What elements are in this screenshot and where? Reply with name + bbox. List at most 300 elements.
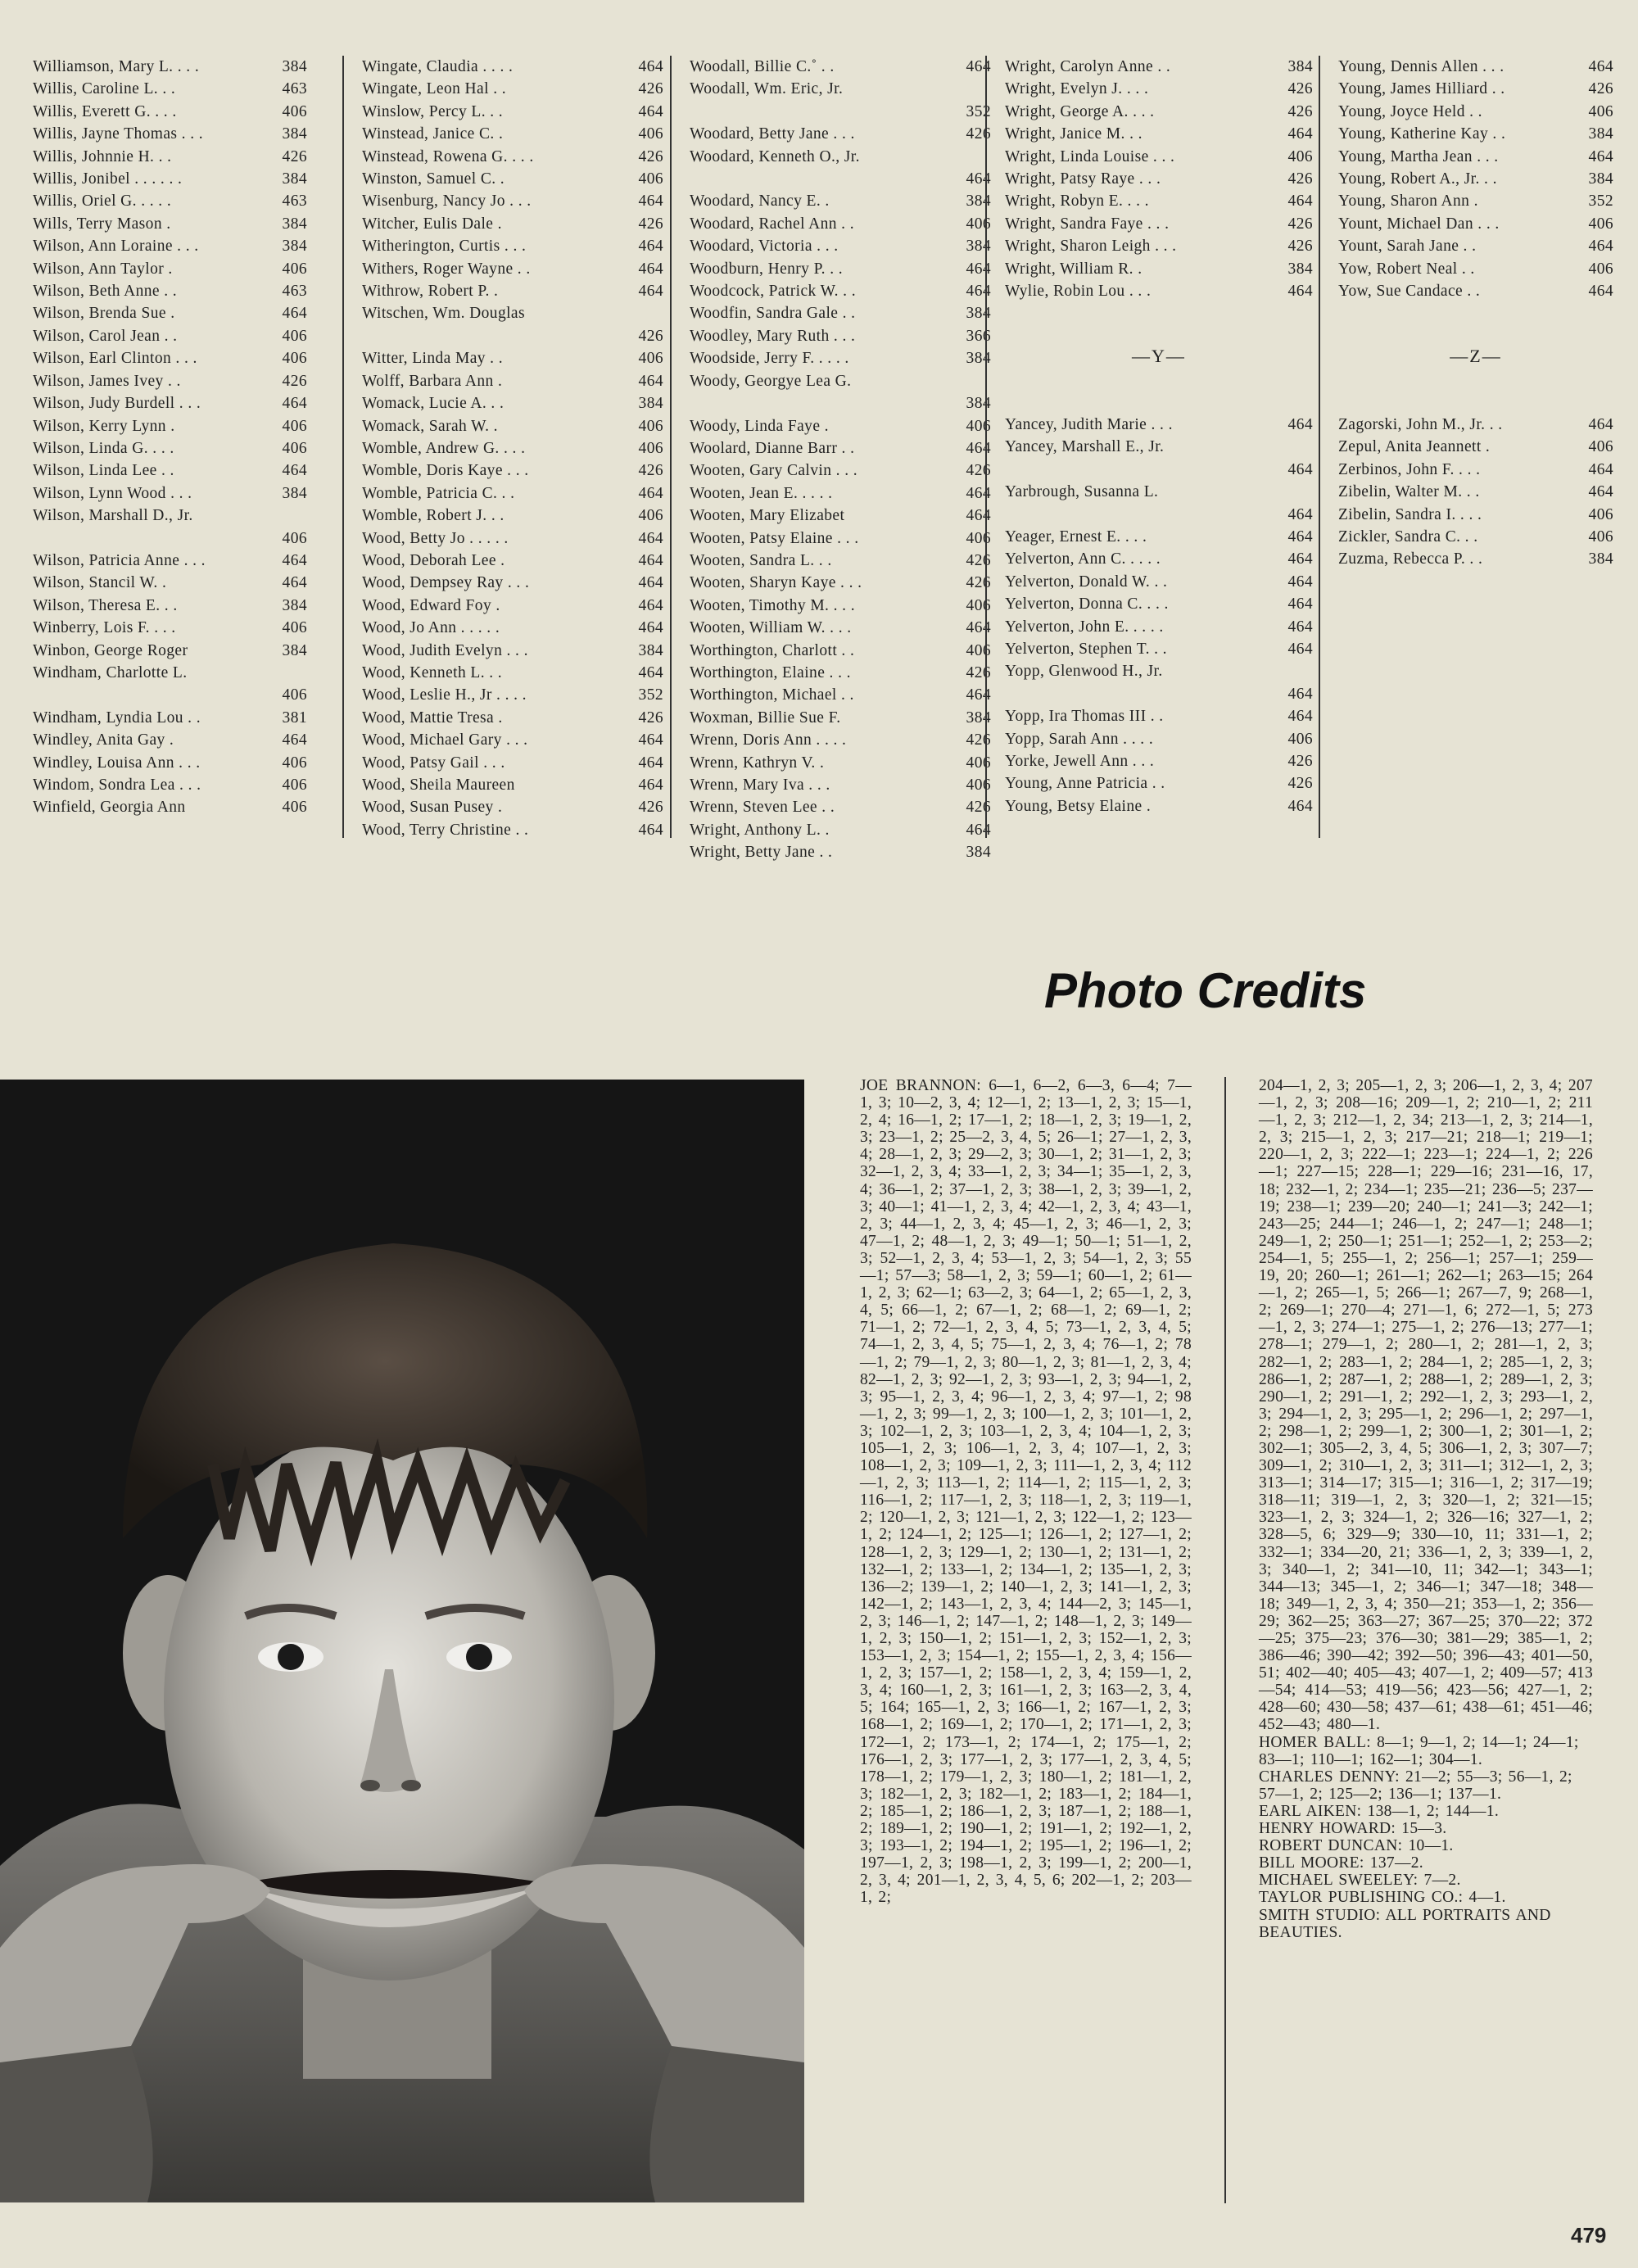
index-entry [690,302,991,324]
index-entry-name: Willis, Jonibel . . . . . . [33,170,183,188]
index-column-2 [342,56,663,838]
index-entry-name: Wilson, Earl Clinton . . . [33,350,197,368]
index-entry [1005,101,1313,123]
index-entry-page: 464 [963,280,991,302]
index-entry [690,78,991,123]
index-entry [690,774,991,796]
index-entry [690,235,991,257]
index-entry [1338,526,1613,548]
index-entry-name: Young, Joyce Held . . [1338,102,1482,120]
index-entry [362,56,663,78]
index-entry-name: Windham, Charlotte L. [33,663,188,681]
index-entry [362,415,663,437]
index-entry [33,482,307,505]
index-entry-page: 464 [636,729,663,751]
index-entry-name: Yopp, Sarah Ann . . . . [1005,730,1154,748]
index-entry-page: 464 [279,550,307,572]
index-entry-page: 406 [1586,213,1613,235]
index-entry [362,190,663,212]
index-entry-page: 464 [1586,459,1613,481]
index-entry [690,662,991,684]
index-entry-page: 464 [636,662,663,684]
index-entry [1338,280,1613,302]
index-entry-page: 464 [1005,504,1313,526]
index-entry-name: Windom, Sondra Lea . . . [33,776,201,794]
index-entry-name: Woodside, Jerry F. . . . . [690,350,849,368]
index-entry [1338,436,1613,458]
index-entry [690,617,991,639]
index-entry-page: 464 [1285,414,1313,436]
index-entry-page: 464 [963,617,991,639]
index-entry-name: Winbon, George Roger [33,641,188,659]
index-entry [1005,213,1313,235]
index-entry-page: 406 [636,415,663,437]
credit-entry: MICHAEL SWEELEY: 7—2. [1259,1872,1461,1890]
index-entry-name: Wright, Linda Louise . . . [1005,147,1175,165]
index-entry-page: 464 [279,302,307,324]
index-entry-name: Williamson, Mary L. . . . [33,58,200,75]
index-entry [33,302,307,324]
index-entry [33,370,307,392]
index-entry [362,640,663,662]
credits-column-1: JOE BRANNON: 6—1, 6—2, 6—3, 6—4; 7—1, 3; 10—2, 3, 4; 12—1, 2; 13—1, 2, 3; 15—1, 2, 4; 16—1, 2; 17—1, 2; 18—1, 2, 3; 19—1, 2, 3; 23—1, 2; 25—2, 3, 4, 5; 26—1; 27—1, 2, 3, 4; 28—1, 2, 3; 29—2, 3; 30—1, 2; 31—1, 2, 3; 32—1, 2, 3, 4; 33—1, 2, 3; 34—1; 35—1, 2, 3, 4; 36—1, 2; 37—1, 2, 3; 38—1, 2, 3; 39—1, 2, 3; 40—1; 41—1, 2, 3, 4; 42—1, 2, 3, 4; 43—1, 2, 3; 44—1, 2, 3, 4; 45—1, 2, 3; 46—1, 2, 3; 47—1, 2; 48—1, 2, 3; 49—1; 50—1; 51—1, 2, 3; 52—1, 2, 3, 4; 53—1, 2, 3; 54—1, 2, 3; 55—1; 57—3; 58—1, 2, 3; 59—1; 60—1, 2; 61—1, 2, 3; 62—1; 63—2, 3; 64—1, 2; 65—1, 2, 3, 4, 5; 66—1, 2; 67—1, 2; 68—1, 2; 69—1, 2; 71—1, 2; 72—1, 2, 3, 4, 5; 73—1, 2, 3, 4, 5; 74—1, 2, 3, 4, 5; 75—1, 2, 3, 4; 76—1, 2; 78—1, 2; 79—1, 2, 3; 80—1, 2, 3; 81—1, 2, 3, 4; 82—1, 2, 3; 92—1, 2, 3; 93—1, 2, 3; 94—1, 2, 3; 95—1, 2, 3, 4; 96—1, 2, 3, 4; 97—1, 2; 98—1, 2, 3; 99—1, 2, 3; 100—1, 2, 3; 101—1, 2, 3; 102—1, 2, 3; 103—1, 2, 3, 4; 104—1, 2, 3; 105—1, 2, 3; 106—1, 2, 3, 4; 107—1, 2, 3; 108—1, 2, 3; 109—1, 2, 3; 111—1, 2, 3, 4; 112—1, 2, 3; 113—1, 2; 114—1, 2; 115—1, 2, 3; 116—1, 2; 117—1, 2, 3; 118—1, 2, 3; 119—1, 2; 120—1, 2, 3; 121—1, 2, 3; 122—1, 2; 123—1, 2; 124—1, 2; 125—1; 126—1, 2; 127—1, 2; 128—1, 2, 3; 129—1, 2; 130—1, 2; 131—1, 2; 132—1, 2; 133—1, 2; 134—1, 2; 135—1, 2, 3; 136—2; 139—1, 2; 140—1, 2, 3; 141—1, 2, 3; 142—1, 2; 143—1, 2, 3, 4; 144—2, 3; 145—1, 2, 3; 146—1, 2; 147—1, 2; 148—1, 2, 3; 149—1, 2, 3; 150—1, 2; 151—1, 2, 3; 152—1, 2, 3; 153—1, 2, 3; 154—1, 2; 155—1, 2, 3, 4; 156—1, 2, 3; 157—1, 2; 158—1, 2, 3, 4; 159—1, 2, 3, 4; 160—1, 2, 3; 161—1, 2, 3; 163—2, 3, 4, 5; 164; 165—1, 2, 3; 166—1, 2; 167—1, 2, 3; 168—1, 2; 169—1, 2; 170—1, 2; 171—1, 2, 3; 172—1, 2; 173—1, 2; 174—1, 2; 175—1, 2; 176—1, 2, 3; 177—1, 2, 3; 177—1, 2, 3, 4, 5; 178—1, 2; 179—1, 2, 3; 180—1, 2; 181—1, 2, 3; 182—1, 2, 3; 182—1, 2; 183—1, 2; 184—1, 2; 185—1, 2; 186—1, 2, 3; 187—1, 2; 188—1, 2; 189—1, 2; 190—1, 2; 191—1, 2; 192—1, 2, 3; 193—1, 2; 194—1, 2; 195—1, 2; 196—1, 2; 197—1, 2, 3; 198—1, 2, 3; 199—1, 2; 200—1, 2, 3, 4; 201—1, 2, 3, 4, 5, 6; 202—1, 2; 203—1, 2; [860,1077,1192,1907]
index-entry-page: 464 [1586,146,1613,168]
index-entry-page: 384 [279,482,307,505]
index-entry [33,146,307,168]
index-entry-page: 426 [1285,772,1313,794]
index-entry [1005,705,1313,727]
index-entry [1005,593,1313,615]
index-entry-page: 464 [1285,795,1313,817]
index-column-4 [985,56,1313,838]
index-entry-page: 464 [279,392,307,414]
index-entry [33,662,307,707]
index-entry [690,123,991,145]
index-entry-page: 464 [636,550,663,572]
index-entry-page: 366 [963,325,991,347]
index-entry-name: Wilson, Linda Lee . . [33,462,174,480]
index-entry-name: Wilson, Kerry Lynn . [33,417,175,435]
index-entry [690,572,991,594]
index-entry-page: 464 [636,527,663,550]
index-entry [1005,660,1313,705]
index-entry-name: Woody, Linda Faye . [690,417,829,435]
index-entry-page: 464 [636,101,663,123]
index-entry-page: 406 [1586,101,1613,123]
index-entry-page: 464 [636,595,663,617]
index-entry-name: Womble, Robert J. . . [362,507,505,525]
index-entry [362,437,663,459]
index-entry [362,146,663,168]
index-entry [1005,56,1313,78]
index-entry-name: Wood, Mattie Tresa . [362,708,503,727]
index-entry-name: Windley, Louisa Ann . . . [33,754,201,772]
index-entry [33,258,307,280]
index-entry-name: Young, Martha Jean . . . [1338,147,1499,165]
index-entry [690,347,991,369]
index-entry [1005,750,1313,772]
index-entry-page: 464 [636,280,663,302]
index-entry-page: 406 [279,258,307,280]
index-entry-page: 464 [279,459,307,482]
index-entry-page: 464 [1285,616,1313,638]
index-entry-page: 464 [1285,571,1313,593]
index-entry [362,347,663,369]
index-entry [1338,459,1613,481]
index-entry [690,796,991,818]
index-entry-name: Wooten, Timothy M. . . . [690,596,855,614]
index-entry-name: Wright, Sharon Leigh . . . [1005,238,1177,256]
index-entry-name: Wright, Evelyn J. . . . [1005,80,1149,98]
index-entry-page: 426 [279,370,307,392]
index-entry [690,258,991,280]
index-entry-name: Yelverton, Ann C. . . . . [1005,550,1161,568]
index-entry [33,78,307,100]
index-entry-name: Young, Anne Patricia . . [1005,775,1165,793]
index-entry-name: Wright, Sandra Faye . . . [1005,215,1170,233]
index-entry [1005,436,1313,481]
index-entry-name: Wingate, Leon Hal . . [362,80,507,98]
index-entry-page: 464 [963,505,991,527]
index-entry-page: 426 [1285,101,1313,123]
index-entry-page: 464 [636,370,663,392]
index-entry [690,437,991,459]
index-entry-page: 406 [963,774,991,796]
index-entry [690,280,991,302]
index-entry-page: 464 [279,572,307,594]
index-entry [1005,481,1313,526]
index-entry-name: Wilson, Ann Taylor . [33,260,173,278]
index-entry-page: 384 [690,392,991,414]
index-entry [690,729,991,751]
boy-portrait-photo [0,1080,804,2202]
index-entry-name: Wrenn, Mary Iva . . . [690,776,830,794]
index-column-1 [0,56,307,838]
index-entry-page: 464 [690,168,991,190]
index-entry-name: Withers, Roger Wayne . . [362,260,531,278]
letter-heading-z: —Z— [1450,346,1502,367]
index-entry-page: 426 [963,550,991,572]
letter-heading-y: —Y— [1132,346,1186,367]
index-entry-page: 406 [963,527,991,550]
index-entry-name: Withrow, Robert P. . [362,283,499,301]
index-entry-page: 464 [963,684,991,706]
index-entry-page: 464 [1285,548,1313,570]
index-entry-page: 384 [963,707,991,729]
index-entry-name: Yount, Sarah Jane . . [1338,238,1477,256]
index-entry-name: Womble, Patricia C. . . [362,484,515,502]
index-entry-name: Wilson, Linda G. . . . [33,439,174,457]
index-entry-page: 426 [1285,235,1313,257]
index-entry-page: 384 [1285,258,1313,280]
index-entry-name: Wright, Betty Jane . . [690,844,833,862]
index-entry-page: 406 [279,774,307,796]
index-entry-name: Yow, Sue Candace . . [1338,283,1481,301]
index-entry-page: 464 [636,258,663,280]
index-entry-page: 426 [963,459,991,482]
credit-entry: BILL MOORE: 137—2. [1259,1854,1423,1872]
index-entry-page: 384 [279,123,307,145]
index-entry [362,258,663,280]
index-entry-name: Yelverton, John E. . . . . [1005,618,1164,636]
index-entry [1005,772,1313,794]
index-entry-page: 426 [362,325,663,347]
index-entry-page: 384 [279,595,307,617]
index-entry-name: Yelverton, Donna C. . . . [1005,595,1169,613]
index-entry-name: Womble, Andrew G. . . . [362,439,526,457]
index-entry [362,235,663,257]
index-entry [1338,146,1613,168]
index-entry-page: 464 [963,482,991,505]
index-entry-page: 406 [1586,436,1613,458]
index-entry [33,796,307,818]
index-entry [1005,146,1313,168]
index-entry-page: 426 [636,707,663,729]
index-entry [1338,168,1613,190]
index-entry-page: 406 [33,527,307,550]
index-entry-name: Wilson, Brenda Sue . [33,305,175,323]
index-entry-name: Winstead, Rowena G. . . . [362,147,534,165]
index-entry-name: Wood, Deborah Lee . [362,551,505,569]
index-entry-name: Wright, Carolyn Anne . . [1005,58,1171,75]
index-entry [362,774,663,796]
index-entry-page: 426 [963,729,991,751]
index-entry-page: 384 [1586,168,1613,190]
index-entry-page: 384 [279,168,307,190]
credit-entry: EARL AIKEN: 138—1, 2; 144—1. [1259,1802,1499,1820]
index-entry [1005,168,1313,190]
index-entry-name: Young, Robert A., Jr. . . [1338,170,1497,188]
index-entry [362,662,663,684]
index-entry-name: Worthington, Michael . . [690,686,854,704]
index-entry-name: Worthington, Charlott . . [690,641,855,659]
index-entry-name: Zuzma, Rebecca P. . . [1338,550,1483,568]
index-entry-page: 464 [1586,280,1613,302]
index-entry-name: Winfield, Georgia Ann [33,799,186,817]
index-entry-name: Wisenburg, Nancy Jo . . . [362,192,532,211]
index-entry-name: Wood, Susan Pusey . [362,799,503,817]
index-entry-name: Zickler, Sandra C. . . [1338,527,1478,545]
index-entry-name: Yount, Michael Dan . . . [1338,215,1500,233]
index-entry [1005,728,1313,750]
index-entry-name: Wilson, Patricia Anne . . . [33,551,206,569]
index-entry-name: Wright, William R. . [1005,260,1143,278]
index-entry [33,168,307,190]
index-entry [362,123,663,145]
index-entry-name: Young, James Hilliard . . [1338,80,1505,98]
index-entry-page: 426 [636,78,663,100]
index-entry [33,392,307,414]
index-entry-page: 406 [1586,504,1613,526]
index-entry-name: Zepul, Anita Jeannett . [1338,438,1491,456]
index-entry-name: Wilson, Marshall D., Jr. [33,507,193,525]
index-entry-name: Yeager, Ernest E. . . . [1005,527,1147,545]
index-entry [690,841,991,863]
index-entry-name: Wood, Edward Foy . [362,596,500,614]
index-entry-name: Woolard, Dianne Barr . . [690,439,855,457]
index-entry-name: Winberry, Lois F. . . . [33,619,176,637]
index-entry-name: Yelverton, Stephen T. . . [1005,640,1167,658]
index-entry [362,707,663,729]
index-entry-name: Wood, Michael Gary . . . [362,731,528,749]
index-entry-page: 426 [636,213,663,235]
index-entry-page: 464 [1586,235,1613,257]
index-entry-name: Woxman, Billie Sue F. [690,708,841,727]
index-entry-name: Yopp, Glenwood H., Jr. [1005,663,1163,681]
index-entry-name: Wood, Terry Christine . . [362,821,529,839]
index-entry-page: 426 [279,146,307,168]
index-entry [1338,414,1613,436]
index-entry-page: 384 [636,640,663,662]
index-entry-page: 464 [636,190,663,212]
index-entry [1338,481,1613,503]
index-entry-page: 406 [963,213,991,235]
index-entry [1338,101,1613,123]
index-entry-page: 426 [963,662,991,684]
index-entry-name: Witschen, Wm. Douglas [362,305,525,323]
index-entry-page: 463 [279,280,307,302]
index-entry-page: 464 [636,482,663,505]
index-entry-page: 464 [636,56,663,78]
index-entry [690,370,991,415]
index-entry-name: Woodfin, Sandra Gale . . [690,305,856,323]
index-entry-page: 464 [1586,414,1613,436]
index-entry-page: 406 [963,640,991,662]
index-entry [33,595,307,617]
index-entry-name: Wilson, Stancil W. . [33,574,167,592]
index-entry-name: Wrenn, Kathryn V. . [690,754,825,772]
index-entry-page: 406 [1285,146,1313,168]
index-entry-name: Woodburn, Henry P. . . [690,260,844,278]
index-entry-page: 464 [1285,190,1313,212]
index-entry [362,550,663,572]
index-entry [33,617,307,639]
index-entry-name: Wylie, Robin Lou . . . [1005,283,1152,301]
index-entry [690,325,991,347]
index-entry [33,415,307,437]
index-entry [1338,235,1613,257]
index-column-5 [1319,56,1613,838]
index-entry [362,595,663,617]
index-entry [362,819,663,841]
index-entry-page: 384 [963,841,991,863]
index-entry-name: Wooten, Gary Calvin . . . [690,462,858,480]
index-entry [33,280,307,302]
index-entry-page: 406 [279,617,307,639]
index-entry-name: Willis, Jayne Thomas . . . [33,125,204,143]
index-entry-name: Wilson, James Ivey . . [33,372,181,390]
index-entry-name: Zagorski, John M., Jr. . . [1338,415,1503,433]
credits-column-2 [1224,1077,1593,2203]
index-entry-name: Wood, Patsy Gail . . . [362,754,505,772]
index-entry-name: Wrenn, Doris Ann . . . . [690,731,847,749]
index-entry-name: Wright, Robyn E. . . . [1005,192,1149,211]
index-entry [1005,548,1313,570]
photo-credits-title: Photo Credits [1044,963,1367,1018]
index-entry-name: Woodard, Rachel Ann . . [690,215,854,233]
credit-entry: CHARLES DENNY: 21—2; 55—3; 56—1, 2; 57—1, 2; 125—2; 136—1; 137—1. [1259,1768,1572,1803]
index-entry [690,684,991,706]
index-entry [33,505,307,550]
index-entry [33,235,307,257]
index-entry-page: 381 [279,707,307,729]
index-entry [362,302,663,347]
index-entry-name: Yow, Robert Neal . . [1338,260,1475,278]
index-entry-page: 406 [279,347,307,369]
credit-entry: SMITH STUDIO: ALL PORTRAITS AND BEAUTIES. [1259,1906,1551,1941]
index-entry [690,550,991,572]
index-entry-name: Wood, Sheila Maureen [362,776,515,794]
index-entry-name: Wilson, Theresa E. . . [33,596,178,614]
index-entry [33,213,307,235]
index-entry-name: Wood, Betty Jo . . . . . [362,529,509,547]
index-entry [1005,235,1313,257]
index-entry-page: 406 [636,437,663,459]
index-entry [690,595,991,617]
index-entry-name: Wright, Janice M. . . [1005,125,1143,143]
index-entry-name: Woodall, Wm. Eric, Jr. [690,80,844,98]
index-entry-name: Wilson, Beth Anne . . [33,283,178,301]
index-entry [33,325,307,347]
index-entry-page: 384 [1285,56,1313,78]
index-entry [362,572,663,594]
index-entry-page: 464 [1586,481,1613,503]
index-entry [690,146,991,191]
index-entry-name: Winslow, Percy L. . . [362,102,504,120]
index-entry-name: Yorke, Jewell Ann . . . [1005,752,1155,770]
index-entry-name: Willis, Everett G. . . . [33,102,177,120]
index-entry [690,527,991,550]
index-entry [33,774,307,796]
index-entry-name: Woody, Georgye Lea G. [690,372,852,390]
index-entry-name: Wrenn, Steven Lee . . [690,799,835,817]
index-entry-name: Young, Sharon Ann . [1338,192,1478,211]
index-entry-name: Young, Betsy Elaine . [1005,797,1152,815]
index-entry [690,415,991,437]
index-entry-page: 464 [636,235,663,257]
index-entry [362,482,663,505]
index-entry [33,437,307,459]
index-entry [1005,414,1313,436]
index-entry-page: 406 [279,415,307,437]
index-entry-name: Wright, Patsy Raye . . . [1005,170,1161,188]
index-entry-page: 463 [279,78,307,100]
index-entry [33,459,307,482]
index-entry-page: 464 [1285,593,1313,615]
index-entry-name: Windley, Anita Gay . [33,731,174,749]
index-entry-page: 464 [636,572,663,594]
index-entry-page: 406 [963,415,991,437]
index-entry-page: 426 [963,123,991,145]
index-entry-page: 384 [1586,548,1613,570]
index-entry-page: 464 [636,819,663,841]
index-entry-page: 464 [1285,526,1313,548]
index-entry-page: 384 [1586,123,1613,145]
index-entry [690,459,991,482]
page-number: 479 [1571,2223,1607,2248]
index-entry-name: Yelverton, Donald W. . . [1005,573,1168,591]
index-entry-name: Wilson, Lynn Wood . . . [33,484,192,502]
index-entry [1338,258,1613,280]
index-entry [362,617,663,639]
index-entry-page: 426 [1586,78,1613,100]
index-entry-page: 464 [1005,459,1313,481]
index-entry [33,56,307,78]
index-entry-page: 426 [1285,750,1313,772]
index-entry-name: Winston, Samuel C. . [362,170,505,188]
index-entry-name: Wills, Terry Mason . [33,215,171,233]
index-entry [33,640,307,662]
